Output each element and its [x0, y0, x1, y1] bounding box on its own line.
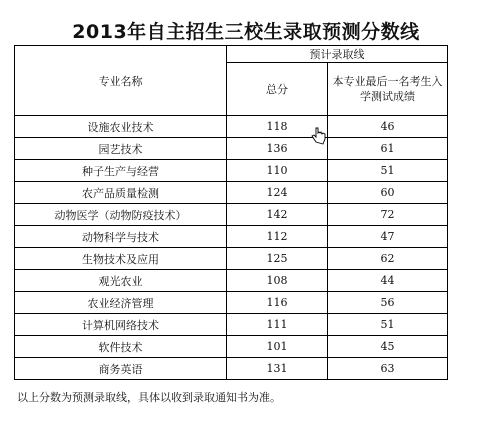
last-score-cell: 45: [328, 336, 448, 358]
header-major: 专业名称: [15, 46, 227, 116]
hand-pointer-icon: [311, 127, 327, 145]
page-title: 2013年自主招生三校生录取预测分数线: [72, 21, 420, 43]
total-cell: 112: [227, 226, 328, 248]
table-row: [15, 116, 448, 138]
table-row: [15, 204, 448, 226]
last-score-cell: 47: [328, 226, 448, 248]
last-score-cell: 51: [328, 160, 448, 182]
last-score-cell: 51: [328, 314, 448, 336]
total-cell: 108: [227, 270, 328, 292]
total-cell: 142: [227, 204, 328, 226]
table-row: [15, 336, 448, 358]
last-score-cell: 56: [328, 292, 448, 314]
table-row: [15, 314, 448, 336]
major-cell: 农产品质量检测: [15, 182, 227, 204]
total-cell: 131: [227, 358, 328, 380]
score-table: [14, 45, 448, 380]
major-cell: 软件技术: [15, 336, 227, 358]
total-cell: 116: [227, 292, 328, 314]
last-score-cell: 44: [328, 270, 448, 292]
footnote: 以上分数为预测录取线，具体以收到录取通知书为准。: [17, 391, 281, 404]
last-score-cell: 46: [328, 116, 448, 138]
major-cell: 种子生产与经营: [15, 160, 227, 182]
table-row: [15, 358, 448, 380]
major-cell: 园艺技术: [15, 138, 227, 160]
table-row: [15, 182, 448, 204]
last-score-cell: 62: [328, 248, 448, 270]
major-cell: 观光农业: [15, 270, 227, 292]
total-cell: 118: [227, 116, 328, 138]
total-cell: 136: [227, 138, 328, 160]
major-cell: 农业经济管理: [15, 292, 227, 314]
total-cell: 110: [227, 160, 328, 182]
table-row: [15, 270, 448, 292]
major-cell: 生物技术及应用: [15, 248, 227, 270]
total-cell: 111: [227, 314, 328, 336]
table-row: [15, 292, 448, 314]
major-cell: 动物医学（动物防疫技术）: [15, 204, 227, 226]
table-row: [15, 160, 448, 182]
total-cell: 125: [227, 248, 328, 270]
last-score-cell: 63: [328, 358, 448, 380]
table-row: [15, 226, 448, 248]
major-cell: 设施农业技术: [15, 116, 227, 138]
table-row: [15, 248, 448, 270]
major-cell: 商务英语: [15, 358, 227, 380]
header-last: 本专业最后一名考生入学测试成绩: [328, 63, 448, 116]
header-total: 总分: [227, 63, 328, 116]
total-cell: 124: [227, 182, 328, 204]
major-cell: 动物科学与技术: [15, 226, 227, 248]
header-group: 预计录取线: [227, 46, 448, 63]
last-score-cell: 60: [328, 182, 448, 204]
last-score-cell: 72: [328, 204, 448, 226]
last-score-cell: 61: [328, 138, 448, 160]
total-cell: 101: [227, 336, 328, 358]
major-cell: 计算机网络技术: [15, 314, 227, 336]
table-row: [15, 138, 448, 160]
